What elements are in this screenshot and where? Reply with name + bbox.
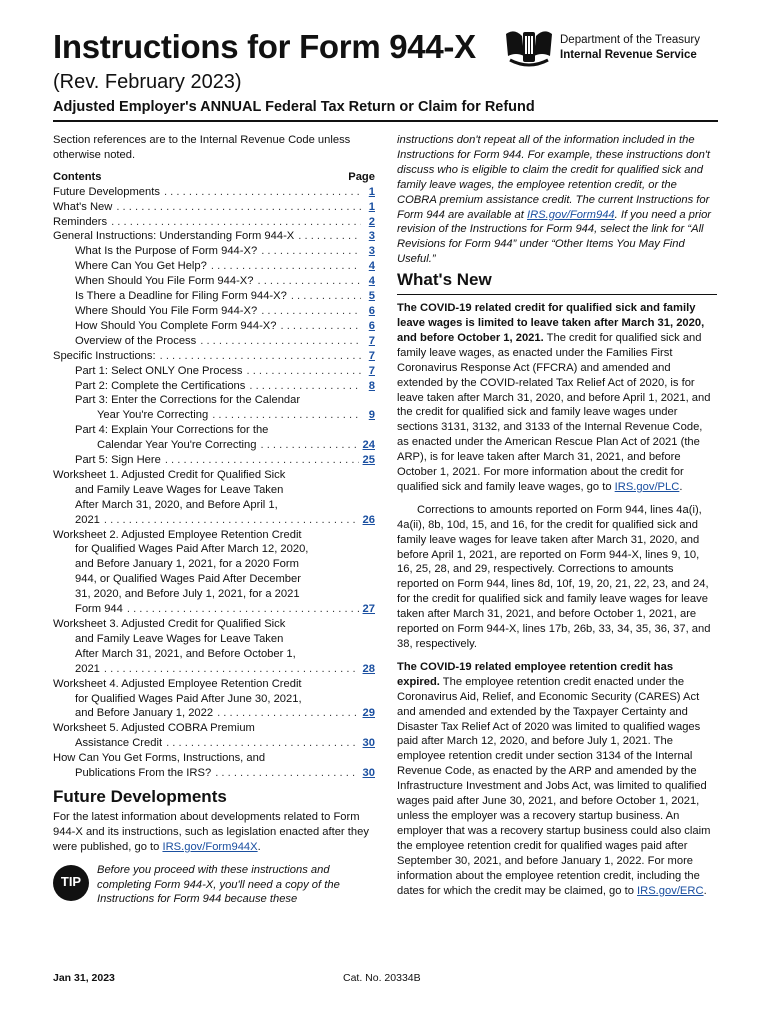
toc-entry-title: 2021 — [75, 513, 100, 526]
right-column — [397, 133, 717, 898]
toc-entry[interactable] — [53, 334, 375, 349]
toc-entry-line: Worksheet 4. Adjusted Employee Retention Credit — [53, 677, 302, 690]
toc-entry-line: and Before January 1, 2021, for a 2020 Form — [75, 558, 299, 571]
toc-entry[interactable] — [53, 393, 375, 423]
sick-leave-end: . — [679, 480, 683, 493]
whats-new-heading: What's New — [397, 273, 717, 295]
toc-entry-title: Overview of the Process — [75, 334, 197, 347]
toc-entry-title: 2021 — [75, 662, 100, 675]
toc-entry[interactable] — [53, 200, 375, 215]
toc-leader-dots — [212, 408, 361, 423]
toc-leader-dots — [249, 379, 361, 394]
toc-entry-title: Publications From the IRS? — [75, 767, 212, 780]
toc-entry-line: After March 31, 2020, and Before April 1, — [75, 498, 278, 511]
toc-entry-line: Worksheet 3. Adjusted Credit for Qualified Sick — [53, 618, 286, 630]
toc-entry[interactable] — [53, 379, 375, 394]
toc-entry-line: and Family Leave Wages for Leave Taken — [75, 483, 284, 496]
tip-box — [53, 863, 375, 908]
toc-leader-dots — [211, 259, 361, 274]
toc-entry-line: After March 31, 2021, and Before October 1, — [75, 647, 296, 660]
toc-page-link[interactable]: 26 — [362, 513, 375, 526]
toc-page-link[interactable]: 3 — [368, 230, 375, 243]
retention-credit-paragraph — [397, 660, 717, 899]
toc-entry[interactable] — [53, 617, 375, 677]
toc-entry[interactable] — [53, 349, 375, 364]
tip-continuation-text: instructions don't repeat all of the information included in the Instructions for Form 944. For example, these instructions don't discuss who is eligible to claim the credit for qualified sick and family leave wages, the employee retention credit, or the COBRA premium assistance credit. The current Instructions for Form 944 are available at — [397, 134, 711, 221]
tip-text: Before you proceed with these instructions and completing Form 944-X, you'll need a copy of the Instructions for Form 944 because these — [97, 863, 340, 906]
sick-leave-paragraph — [397, 301, 717, 495]
toc-entry-line: How Can You Get Forms, Instructions, and — [53, 752, 266, 765]
toc-entry-title: Where Can You Get Help? — [75, 260, 207, 273]
agency-line: Internal Revenue Service — [560, 49, 697, 61]
toc-entry-title: What's New — [53, 200, 113, 213]
toc-page-link[interactable]: 27 — [362, 603, 375, 616]
toc-entry-line: and Family Leave Wages for Leave Taken — [75, 632, 284, 645]
toc-entry[interactable] — [53, 677, 375, 722]
toc-entry-title: Where Should You File Form 944-X? — [75, 304, 258, 317]
toc-entry-title: Part 2: Complete the Certifications — [75, 379, 246, 392]
toc-entry-title: Assistance Credit — [75, 737, 163, 750]
toc-entry[interactable] — [53, 229, 375, 244]
catalog-number: Cat. No. 20334B — [343, 972, 421, 984]
toc-entry[interactable] — [53, 364, 375, 379]
toc-entry[interactable] — [53, 274, 375, 289]
toc-entry-title: Is There a Deadline for Filing Form 944-X? — [75, 290, 287, 303]
toc-page-link[interactable]: 1 — [368, 200, 375, 213]
retention-credit-text: The employee retention credit enacted under the Coronavirus Aid, Relief, and Economic Security (CARES) Act and amended and extended by the Taxpayer Certainty and Disaster Tax Relief Act of 2020 was limited to qualified wages paid after March 12, 2020, and before July 1, 2021. The employee retention credit under section 3134 of the Internal Revenue Code, as enacted by the ARP and amended by the Infrastructure Investment and Jobs Act, was limited to qualified wages paid after June 30, 2021, and before October 1, 2021, unless the employer was a recovery startup business. An employer that was a recovery startup business could also claim the employee retention credit for qualified wages paid after September 30, 2021, and before January 1, 2022. For more information about the employee retention credit, including the dates for which the credit may be claimed, go to — [397, 675, 711, 897]
toc-page-link[interactable]: 5 — [368, 290, 375, 303]
table-of-contents — [53, 185, 375, 781]
toc-leader-dots — [261, 438, 359, 453]
toc-page-link[interactable]: 1 — [368, 185, 375, 198]
toc-page-link[interactable]: 28 — [362, 662, 375, 675]
department-name — [560, 33, 700, 63]
toc-leader-dots — [257, 274, 361, 289]
document-title: Instructions for Form 944-X — [53, 28, 476, 65]
irs-eagle-logo-icon — [504, 26, 554, 70]
toc-entry[interactable] — [53, 423, 375, 453]
erc-link[interactable]: IRS.gov/ERC — [637, 884, 704, 897]
tip-continuation-end: . If you need a prior revision of the Instructions for Form 944, select the link for “All Revisions for Form 944” under “Other Items You May Find Useful.” — [397, 208, 712, 266]
retention-credit-lead: The COVID-19 related employee retention credit has expired. — [397, 660, 674, 688]
toc-entry-line: Worksheet 1. Adjusted Credit for Qualified Sick — [53, 468, 286, 481]
toc-entry[interactable] — [53, 453, 375, 468]
toc-page-link[interactable]: 30 — [362, 737, 375, 750]
toc-page-link[interactable]: 8 — [368, 379, 375, 392]
toc-page-link[interactable]: 25 — [362, 454, 375, 467]
toc-leader-dots — [217, 706, 358, 721]
toc-entry[interactable] — [53, 304, 375, 319]
toc-entry-title: and Before January 1, 2022 — [75, 707, 214, 720]
toc-leader-dots — [116, 200, 361, 215]
future-developments-heading: Future Developments — [53, 786, 227, 806]
toc-entry[interactable] — [53, 528, 375, 617]
toc-leader-dots — [160, 349, 361, 364]
toc-page-link[interactable]: 7 — [368, 364, 375, 377]
toc-leader-dots — [281, 319, 362, 334]
toc-entry-title: Form 944 — [75, 603, 123, 616]
document-subtitle: Adjusted Employer's ANNUAL Federal Tax Return or Claim for Refund — [53, 99, 535, 115]
toc-heading: Contents — [53, 170, 102, 183]
toc-page-link[interactable]: 6 — [368, 319, 375, 332]
toc-page-link[interactable]: 30 — [362, 767, 375, 780]
retention-credit-end: . — [703, 884, 707, 897]
corrections-paragraph: Corrections to amounts reported on Form 944, lines 4a(i), 4a(ii), 8b, 10d, 15, and 16, for the credit for qualified sick and family leave wages for leave taken after March 31, 2020, and before April 1, 2021, are reported on Form 944-X, lines 9, 10, 16, 25, 28, and 29, respectively. Corrections to amounts reported on Form 944, lines 8d, 10f, 19, 20, 21, 22, 23, and 24, for the credit for qualified sick and family leave wages for leave taken after March 31, 2021, and before October 1, 2021, are reported on Form 944-X, lines 17b, 26b, 33, 34, 35, 36, 37, and 38, respectively. — [397, 503, 711, 650]
toc-entry-line: Worksheet 5. Adjusted COBRA Premium — [53, 722, 255, 735]
toc-page-link[interactable]: 9 — [368, 409, 375, 422]
toc-page-link[interactable]: 7 — [368, 334, 375, 347]
form944-link[interactable]: IRS.gov/Form944 — [526, 208, 615, 221]
toc-page-link[interactable]: 24 — [362, 439, 375, 452]
toc-leader-dots — [298, 229, 361, 244]
toc-entry-title: When Should You File Form 944-X? — [75, 275, 254, 288]
toc-entry[interactable] — [53, 319, 375, 334]
toc-page-link[interactable]: 4 — [368, 260, 375, 273]
toc-page-heading: Page — [348, 170, 375, 183]
toc-entry[interactable] — [53, 215, 375, 230]
intro-text: Section references are to the Internal Revenue Code unless otherwise noted. — [53, 134, 351, 161]
toc-leader-dots — [261, 244, 361, 259]
toc-leader-dots — [166, 736, 358, 751]
toc-leader-dots — [246, 364, 361, 379]
toc-entry[interactable] — [53, 244, 375, 259]
footer-date: Jan 31, 2023 — [53, 972, 115, 984]
toc-entry-title: Reminders — [53, 215, 108, 228]
left-column — [53, 133, 375, 907]
future-text-end: . — [257, 840, 261, 853]
toc-page-link[interactable]: 29 — [362, 707, 375, 720]
toc-entry-title: What Is the Purpose of Form 944-X? — [75, 245, 258, 258]
toc-entry-title: Future Developments — [53, 185, 160, 198]
toc-page-link[interactable]: 4 — [368, 275, 375, 288]
sick-leave-text: The credit for qualified sick and family leave wages, as enacted under the Families First Coronavirus Response Act (FFCRA) and amended and extended by the COVID-related Tax Relief Act of 2020, is for leave taken after March 31, 2020, and before April 1, 2021, and the credit for qualified sick and family leave wages under sections 3131, 3132, and 3133 of the Internal Revenue Code, as enacted under the American Rescue Plan Act of 2021 (the ARP), is for leave taken after March 31, 2021, and before October 1, 2021. For more information about the credit for qualified sick and family leave wages, go to — [397, 331, 711, 493]
toc-entry-title: Part 5: Sign Here — [75, 454, 161, 467]
toc-entry[interactable] — [53, 468, 375, 528]
tip-continuation — [397, 133, 717, 267]
toc-leader-dots — [164, 185, 361, 200]
revision-date: (Rev. February 2023) — [53, 71, 242, 93]
toc-leader-dots — [200, 334, 361, 349]
toc-page-link[interactable]: 3 — [368, 245, 375, 258]
toc-entry-title: Part 1: Select ONLY One Process — [75, 364, 243, 377]
future-developments-text — [53, 810, 375, 855]
toc-leader-dots — [291, 289, 361, 304]
form944x-link[interactable]: IRS.gov/Form944X — [162, 840, 258, 853]
toc-page-link[interactable]: 2 — [368, 215, 375, 228]
toc-entry-title: How Should You Complete Form 944-X? — [75, 319, 277, 332]
toc-page-link[interactable]: 7 — [368, 349, 375, 362]
toc-leader-dots — [165, 453, 359, 468]
toc-entry-title: Calendar Year You're Correcting — [97, 439, 257, 452]
toc-entry[interactable] — [53, 751, 375, 781]
toc-entry-line: Part 3: Enter the Corrections for the Calendar — [75, 394, 301, 407]
department-line: Department of the Treasury — [560, 34, 700, 46]
toc-entry-line: 31, 2020, and Before July 1, 2021, for a 2021 — [75, 588, 300, 601]
toc-entry-line: Part 4: Explain Your Corrections for the — [75, 424, 269, 437]
toc-page-link[interactable]: 6 — [368, 304, 375, 317]
tip-icon: TIP — [53, 865, 89, 901]
toc-entry-line: for Qualified Wages Paid After June 30, 2021, — [75, 692, 302, 705]
toc-leader-dots — [261, 304, 361, 319]
sick-leave-lead: The COVID-19 related credit for qualified sick and family leave wages is limited to leave taken after March 31, 2020, and before October 1, 2021. — [397, 302, 705, 344]
toc-header — [53, 170, 375, 185]
toc-entry-line: for Qualified Wages Paid After March 12, 2020, — [75, 543, 309, 556]
toc-leader-dots — [111, 215, 361, 230]
toc-entry-title: General Instructions: Understanding Form 944-X — [53, 230, 295, 243]
toc-leader-dots — [104, 513, 359, 528]
header-rule — [53, 120, 718, 122]
future-text: For the latest information about developments related to Form 944-X and its instructions, such as legislation enacted after they were published, go to — [53, 810, 369, 853]
toc-leader-dots — [215, 766, 358, 781]
toc-entry-title: Year You're Correcting — [97, 409, 209, 422]
toc-entry[interactable] — [53, 289, 375, 304]
toc-entry-line: 944, or Qualified Wages Paid After December — [75, 573, 301, 586]
toc-entry[interactable] — [53, 259, 375, 274]
toc-entry[interactable] — [53, 721, 375, 751]
plc-link[interactable]: IRS.gov/PLC — [614, 480, 680, 493]
toc-entry[interactable] — [53, 185, 375, 200]
toc-leader-dots — [104, 662, 359, 677]
toc-entry-line: Worksheet 2. Adjusted Employee Retention Credit — [53, 528, 302, 541]
toc-entry-title: Specific Instructions: — [53, 349, 156, 362]
toc-leader-dots — [127, 602, 359, 617]
